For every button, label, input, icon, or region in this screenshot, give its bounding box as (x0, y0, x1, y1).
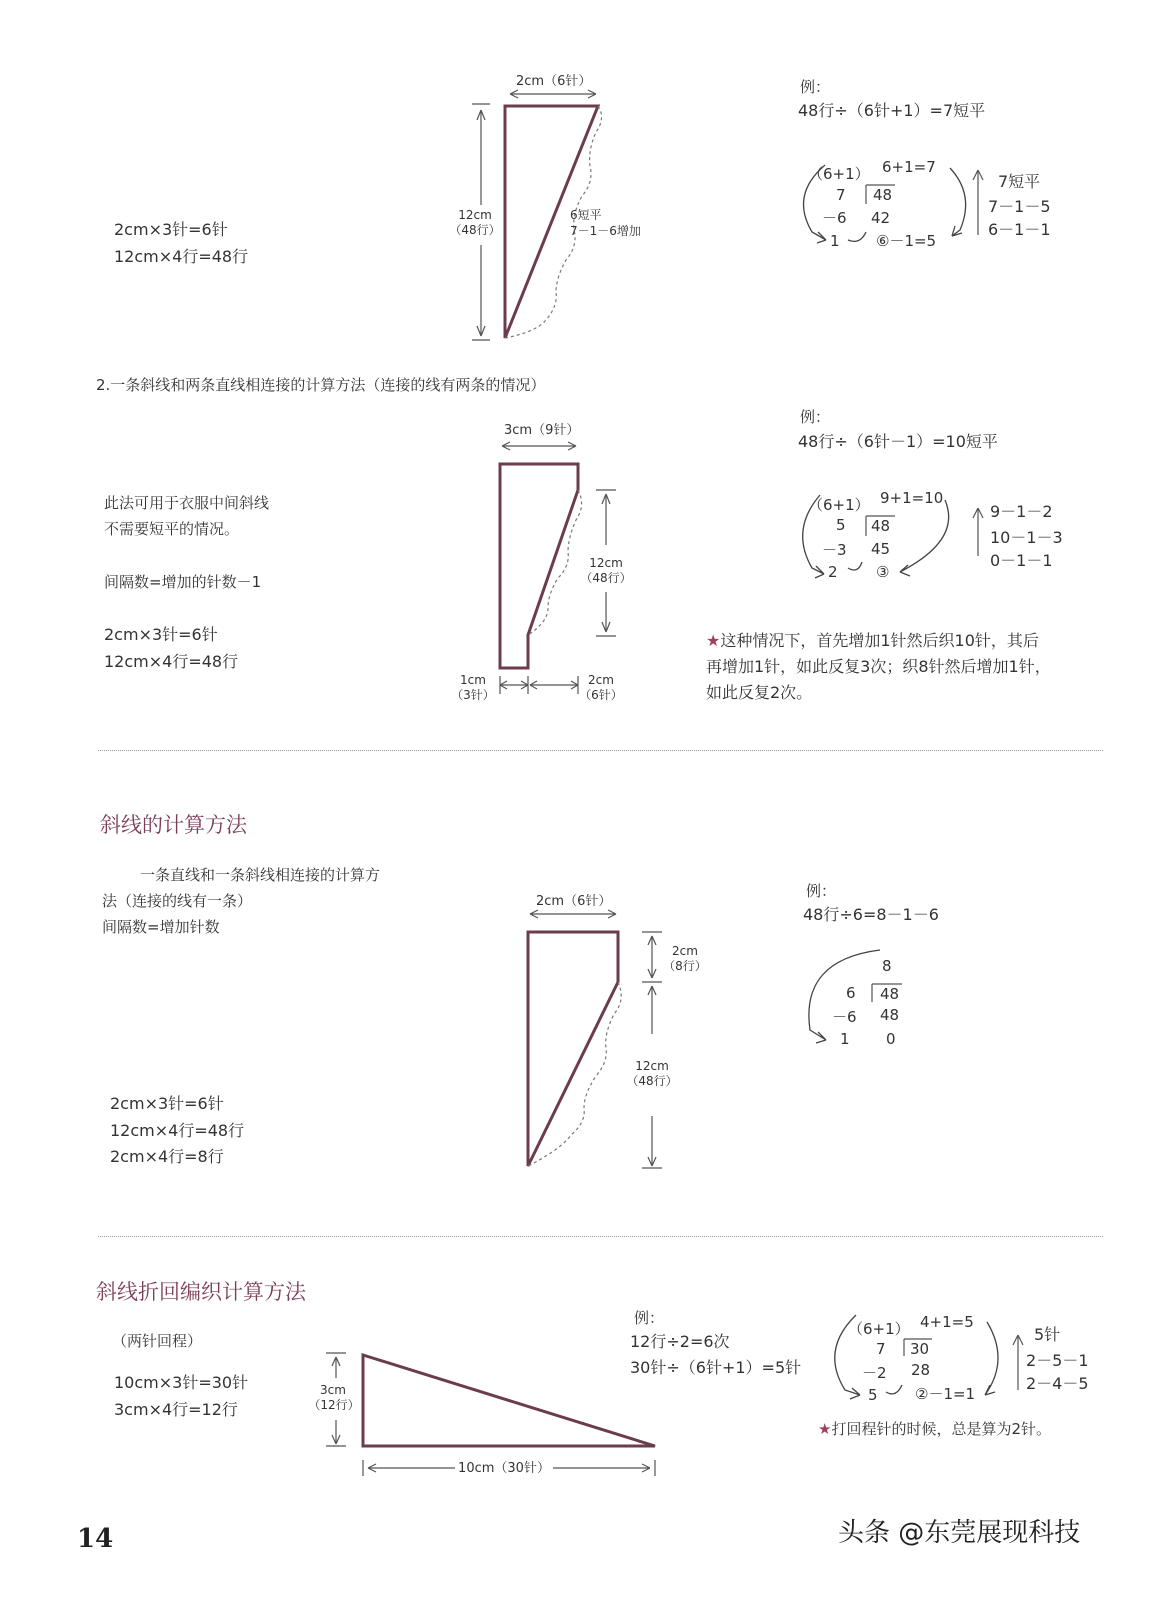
calc-line: 12cm×4行=48行 (110, 1121, 245, 1140)
division-text: 48 (873, 186, 893, 204)
note-line: 如此反复2次。 (706, 683, 813, 702)
up-arrow-4 (1013, 1335, 1023, 1390)
calc-line: 10cm×3针=30针 (114, 1373, 249, 1392)
example-formula: 48行÷（6针+1）=7短平 (798, 101, 986, 120)
dimension-label: 3cm（9针） (504, 423, 580, 438)
dimension-label: （3针） (451, 688, 495, 702)
explanation-line: 间隔数=增加针数 (102, 918, 220, 936)
slope-label: 6短平 (570, 208, 602, 222)
example-formula: 48行÷6=8－1－6 (803, 905, 939, 924)
dimension-label: （12行） (308, 1398, 360, 1412)
division-text: 48 (880, 985, 900, 1003)
small-curve-4 (886, 1385, 902, 1394)
result-line: 2－4－5 (1026, 1374, 1089, 1393)
example-label: 例： (800, 78, 831, 96)
division-text: －6 (832, 1008, 857, 1026)
star-icon: ★ (706, 631, 721, 650)
example-label: 例： (634, 1309, 665, 1327)
example-curve-2b (900, 500, 949, 576)
section-heading: 斜线折回编织计算方法 (96, 1280, 306, 1304)
explanation-line: 此法可用于衣服中间斜线 (104, 494, 270, 512)
result-line: 9－1－2 (990, 502, 1053, 521)
result-line: 10－1－3 (990, 528, 1063, 547)
section-heading: 斜线的计算方法 (100, 813, 247, 837)
division-text: （6+1） (808, 496, 870, 514)
calc-line: 3cm×4行=12行 (114, 1400, 238, 1419)
dimension-label: 12cm (589, 556, 623, 570)
dimension-label: （48行） (449, 223, 501, 237)
note-line: 再增加1针，如此反复3次；织8针然后增加1针， (706, 657, 1051, 676)
divider (98, 1236, 1103, 1237)
explanation-line: 法（连接的线有一条） (102, 892, 253, 910)
division-text: 6 (846, 984, 856, 1002)
dimension-label: 12cm (635, 1059, 669, 1073)
top-dimension-arrow-3 (530, 910, 616, 918)
note-line (818, 1420, 1051, 1438)
dimension-label: 10cm（30针） (458, 1461, 550, 1476)
top-dimension-arrow-1 (510, 90, 596, 98)
example-curve-1b (950, 168, 966, 236)
shape-3 (528, 932, 618, 1166)
division-text: 28 (911, 1361, 931, 1379)
division-text: －3 (822, 541, 847, 559)
note-text: 这种情况下，首先增加1针然后织10针，其后 (720, 631, 1039, 650)
division-text: （6+1） (808, 165, 870, 183)
division-text: 5 (836, 516, 846, 534)
dimension-label: 2cm（6针） (536, 894, 612, 909)
explanation-line: （两针回程） (112, 1332, 203, 1350)
calc-line: 2cm×3针=6针 (110, 1094, 224, 1113)
division-text: 30 (910, 1340, 930, 1358)
note-line (706, 631, 1039, 651)
division-text: 48 (880, 1006, 900, 1024)
example-formula: 30针÷（6针+1）=5针 (630, 1358, 802, 1377)
division-text: 45 (871, 540, 891, 558)
watermark: 头条 @东莞展现科技 (838, 1518, 1081, 1548)
division-text: 7 (836, 186, 846, 204)
top-dimension-arrow-2 (502, 442, 576, 450)
dimension-label: 2cm (588, 673, 614, 687)
calc-line: 12cm×4行=48行 (104, 652, 239, 671)
division-text: ②－1=1 (915, 1385, 976, 1403)
dimension-label: 2cm（6针） (516, 74, 592, 89)
division-text: 4+1=5 (920, 1313, 974, 1331)
example-label: 例： (800, 408, 831, 426)
result-title: 5针 (1034, 1325, 1061, 1344)
result-line: 6－1－1 (988, 220, 1051, 239)
explanation-line: 一条直线和一条斜线相连接的计算方 (140, 866, 381, 884)
example-formula: 12行÷2=6次 (630, 1332, 730, 1351)
division-text: －6 (822, 209, 847, 227)
division-text: 8 (882, 957, 892, 975)
dimension-label: （8行） (663, 959, 707, 973)
division-text: －2 (862, 1364, 887, 1382)
explanation-line: 间隔数=增加的针数－1 (104, 573, 262, 591)
calc-line: 2cm×4行=8行 (110, 1147, 224, 1166)
explanation-line: 不需要短平的情况。 (104, 520, 240, 538)
division-text: ③ (876, 563, 890, 581)
division-text: 0 (886, 1030, 896, 1048)
division-text: 7 (876, 1340, 886, 1358)
division-text: 6+1=7 (882, 158, 936, 176)
division-text: 2 (828, 563, 838, 581)
calc-line: 12cm×4行=48行 (114, 247, 249, 266)
result-line: 0－1－1 (990, 551, 1053, 570)
up-arrow-1 (973, 170, 983, 235)
result-title: 7短平 (998, 172, 1041, 191)
right-arrow-3a (642, 932, 662, 982)
star-icon: ★ (818, 1420, 832, 1438)
division-text: 9+1=10 (880, 489, 944, 507)
dimension-label: 2cm (672, 944, 698, 958)
example-curve-4b (985, 1322, 998, 1395)
page-number: 14 (77, 1524, 114, 1554)
dimension-label: 1cm (460, 673, 486, 687)
division-text: ⑥－1=5 (876, 232, 937, 250)
calc-line: 2cm×3针=6针 (114, 220, 228, 239)
division-text: 5 (868, 1386, 878, 1404)
bottom-arrows-2 (500, 676, 578, 694)
division-text: 42 (871, 209, 891, 227)
division-text: （6+1） (848, 1320, 910, 1338)
triangle-shape-4 (363, 1355, 655, 1446)
divider (98, 750, 1103, 751)
dimension-label: （48行） (580, 571, 632, 585)
slope-label: 7－1－6增加 (570, 224, 641, 238)
note-text: 打回程针的时候，总是算为2针。 (831, 1420, 1051, 1438)
dimension-label: （6针） (579, 688, 623, 702)
example-formula: 48行÷（6针－1）=10短平 (798, 432, 998, 451)
division-text: 48 (871, 517, 891, 535)
result-line: 2－5－1 (1026, 1351, 1089, 1370)
division-text: 1 (840, 1030, 850, 1048)
result-line: 7－1－5 (988, 197, 1051, 216)
calc-line: 2cm×3针=6针 (104, 625, 218, 644)
dimension-label: 3cm (320, 1383, 346, 1397)
small-curve-1 (848, 232, 866, 241)
example-label: 例： (806, 882, 837, 900)
section-title: 2.一条斜线和两条直线相连接的计算方法（连接的线有两条的情况） (96, 376, 546, 394)
dimension-label: （48行） (626, 1074, 678, 1088)
division-text: 1 (830, 232, 840, 250)
small-curve-2 (848, 562, 862, 570)
dimension-label: 12cm (458, 208, 492, 222)
up-arrow-2 (973, 508, 983, 556)
